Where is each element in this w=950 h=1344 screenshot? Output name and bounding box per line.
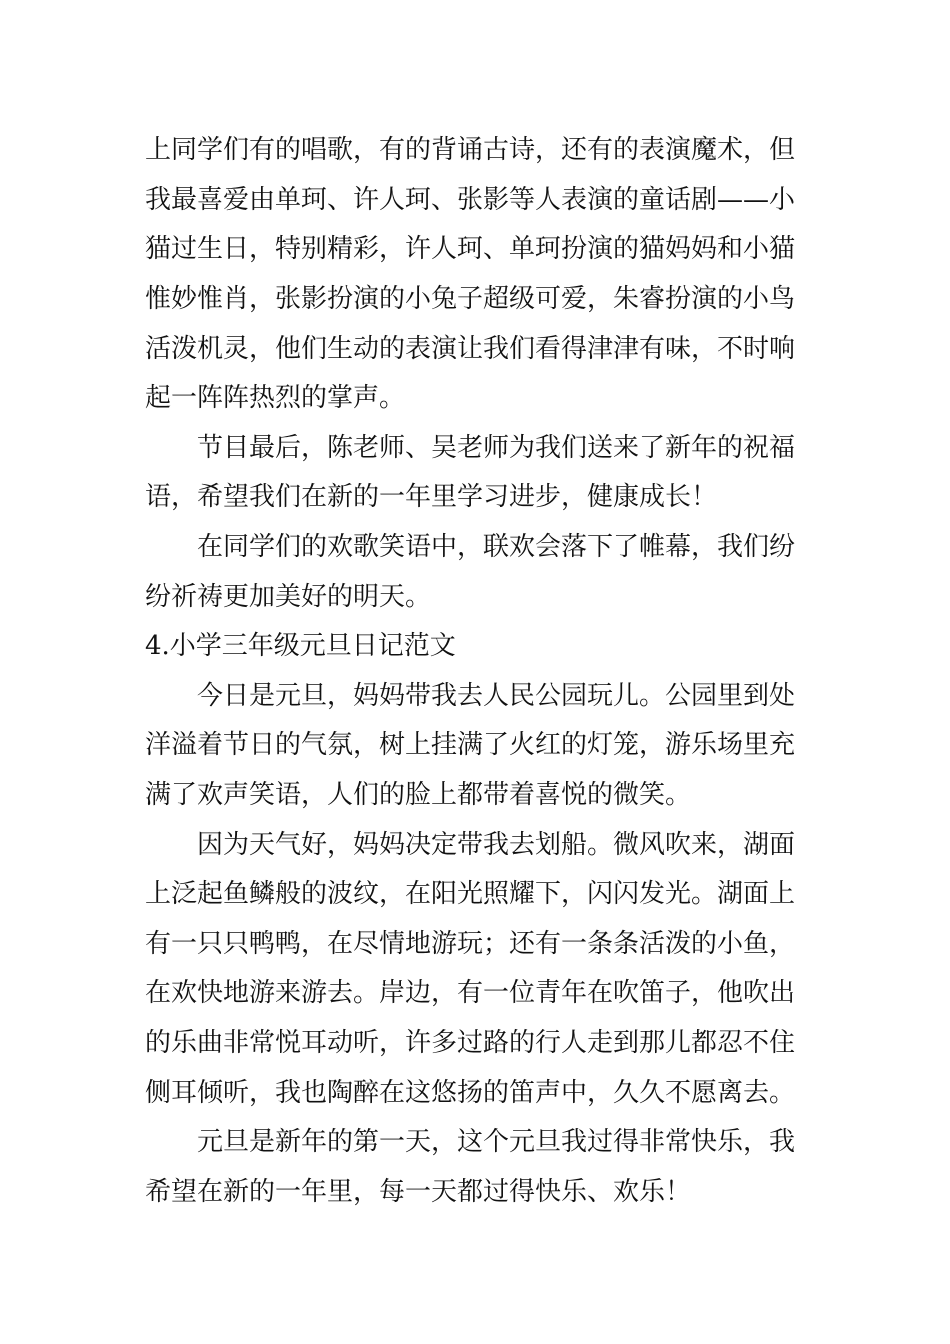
text-line: 惟妙惟肖，张影扮演的小兔子超级可爱，朱睿扮演的小鸟 [145, 284, 796, 314]
text-line: 纷祈祷更加美好的明天。 [145, 582, 432, 612]
text-line: 起一阵阵热烈的掌声。 [145, 383, 406, 413]
text-line: 满了欢声笑语，人们的脸上都带着喜悦的微笑。 [145, 780, 692, 810]
text-line: 因为天气好，妈妈决定带我去划船。微风吹来，湖面 [197, 830, 796, 860]
text-line: 上泛起鱼鳞般的波纹，在阳光照耀下，闪闪发光。湖面上 [145, 879, 796, 909]
text-line: 节目最后，陈老师、吴老师为我们送来了新年的祝福 [197, 433, 796, 463]
text-line: 的乐曲非常悦耳动听，许多过路的行人走到那儿都忍不住 [145, 1028, 796, 1058]
text-line: 在欢快地游来游去。岸边，有一位青年在吹笛子，他吹出 [145, 978, 796, 1008]
text-line: 希望在新的一年里，每一天都过得快乐、欢乐！ [145, 1177, 692, 1207]
text-line: 有一只只鸭鸭，在尽情地游玩；还有一条条活泼的小鱼， [145, 929, 796, 959]
text-line: 活泼机灵，他们生动的表演让我们看得津津有味，不时响 [145, 334, 796, 364]
text-line: 在同学们的欢歌笑语中，联欢会落下了帷幕，我们纷 [197, 532, 796, 562]
text-line: 我最喜爱由单珂、许人珂、张影等人表演的童话剧——小 [145, 185, 796, 215]
section-heading: 4.小学三年级元旦日记范文 [145, 631, 456, 661]
text-line: 今日是元旦，妈妈带我去人民公园玩儿。公园里到处 [197, 681, 796, 711]
text-line: 语，希望我们在新的一年里学习进步，健康成长！ [145, 482, 718, 512]
text-line: 侧耳倾听，我也陶醉在这悠扬的笛声中，久久不愿离去。 [145, 1078, 796, 1108]
text-line: 洋溢着节日的气氛，树上挂满了火红的灯笼，游乐场里充 [145, 730, 796, 760]
text-line: 元旦是新年的第一天，这个元旦我过得非常快乐，我 [197, 1127, 796, 1157]
text-line: 猫过生日，特别精彩，许人珂、单珂扮演的猫妈妈和小猫 [145, 234, 796, 264]
text-line: 上同学们有的唱歌，有的背诵古诗，还有的表演魔术，但 [145, 135, 796, 165]
